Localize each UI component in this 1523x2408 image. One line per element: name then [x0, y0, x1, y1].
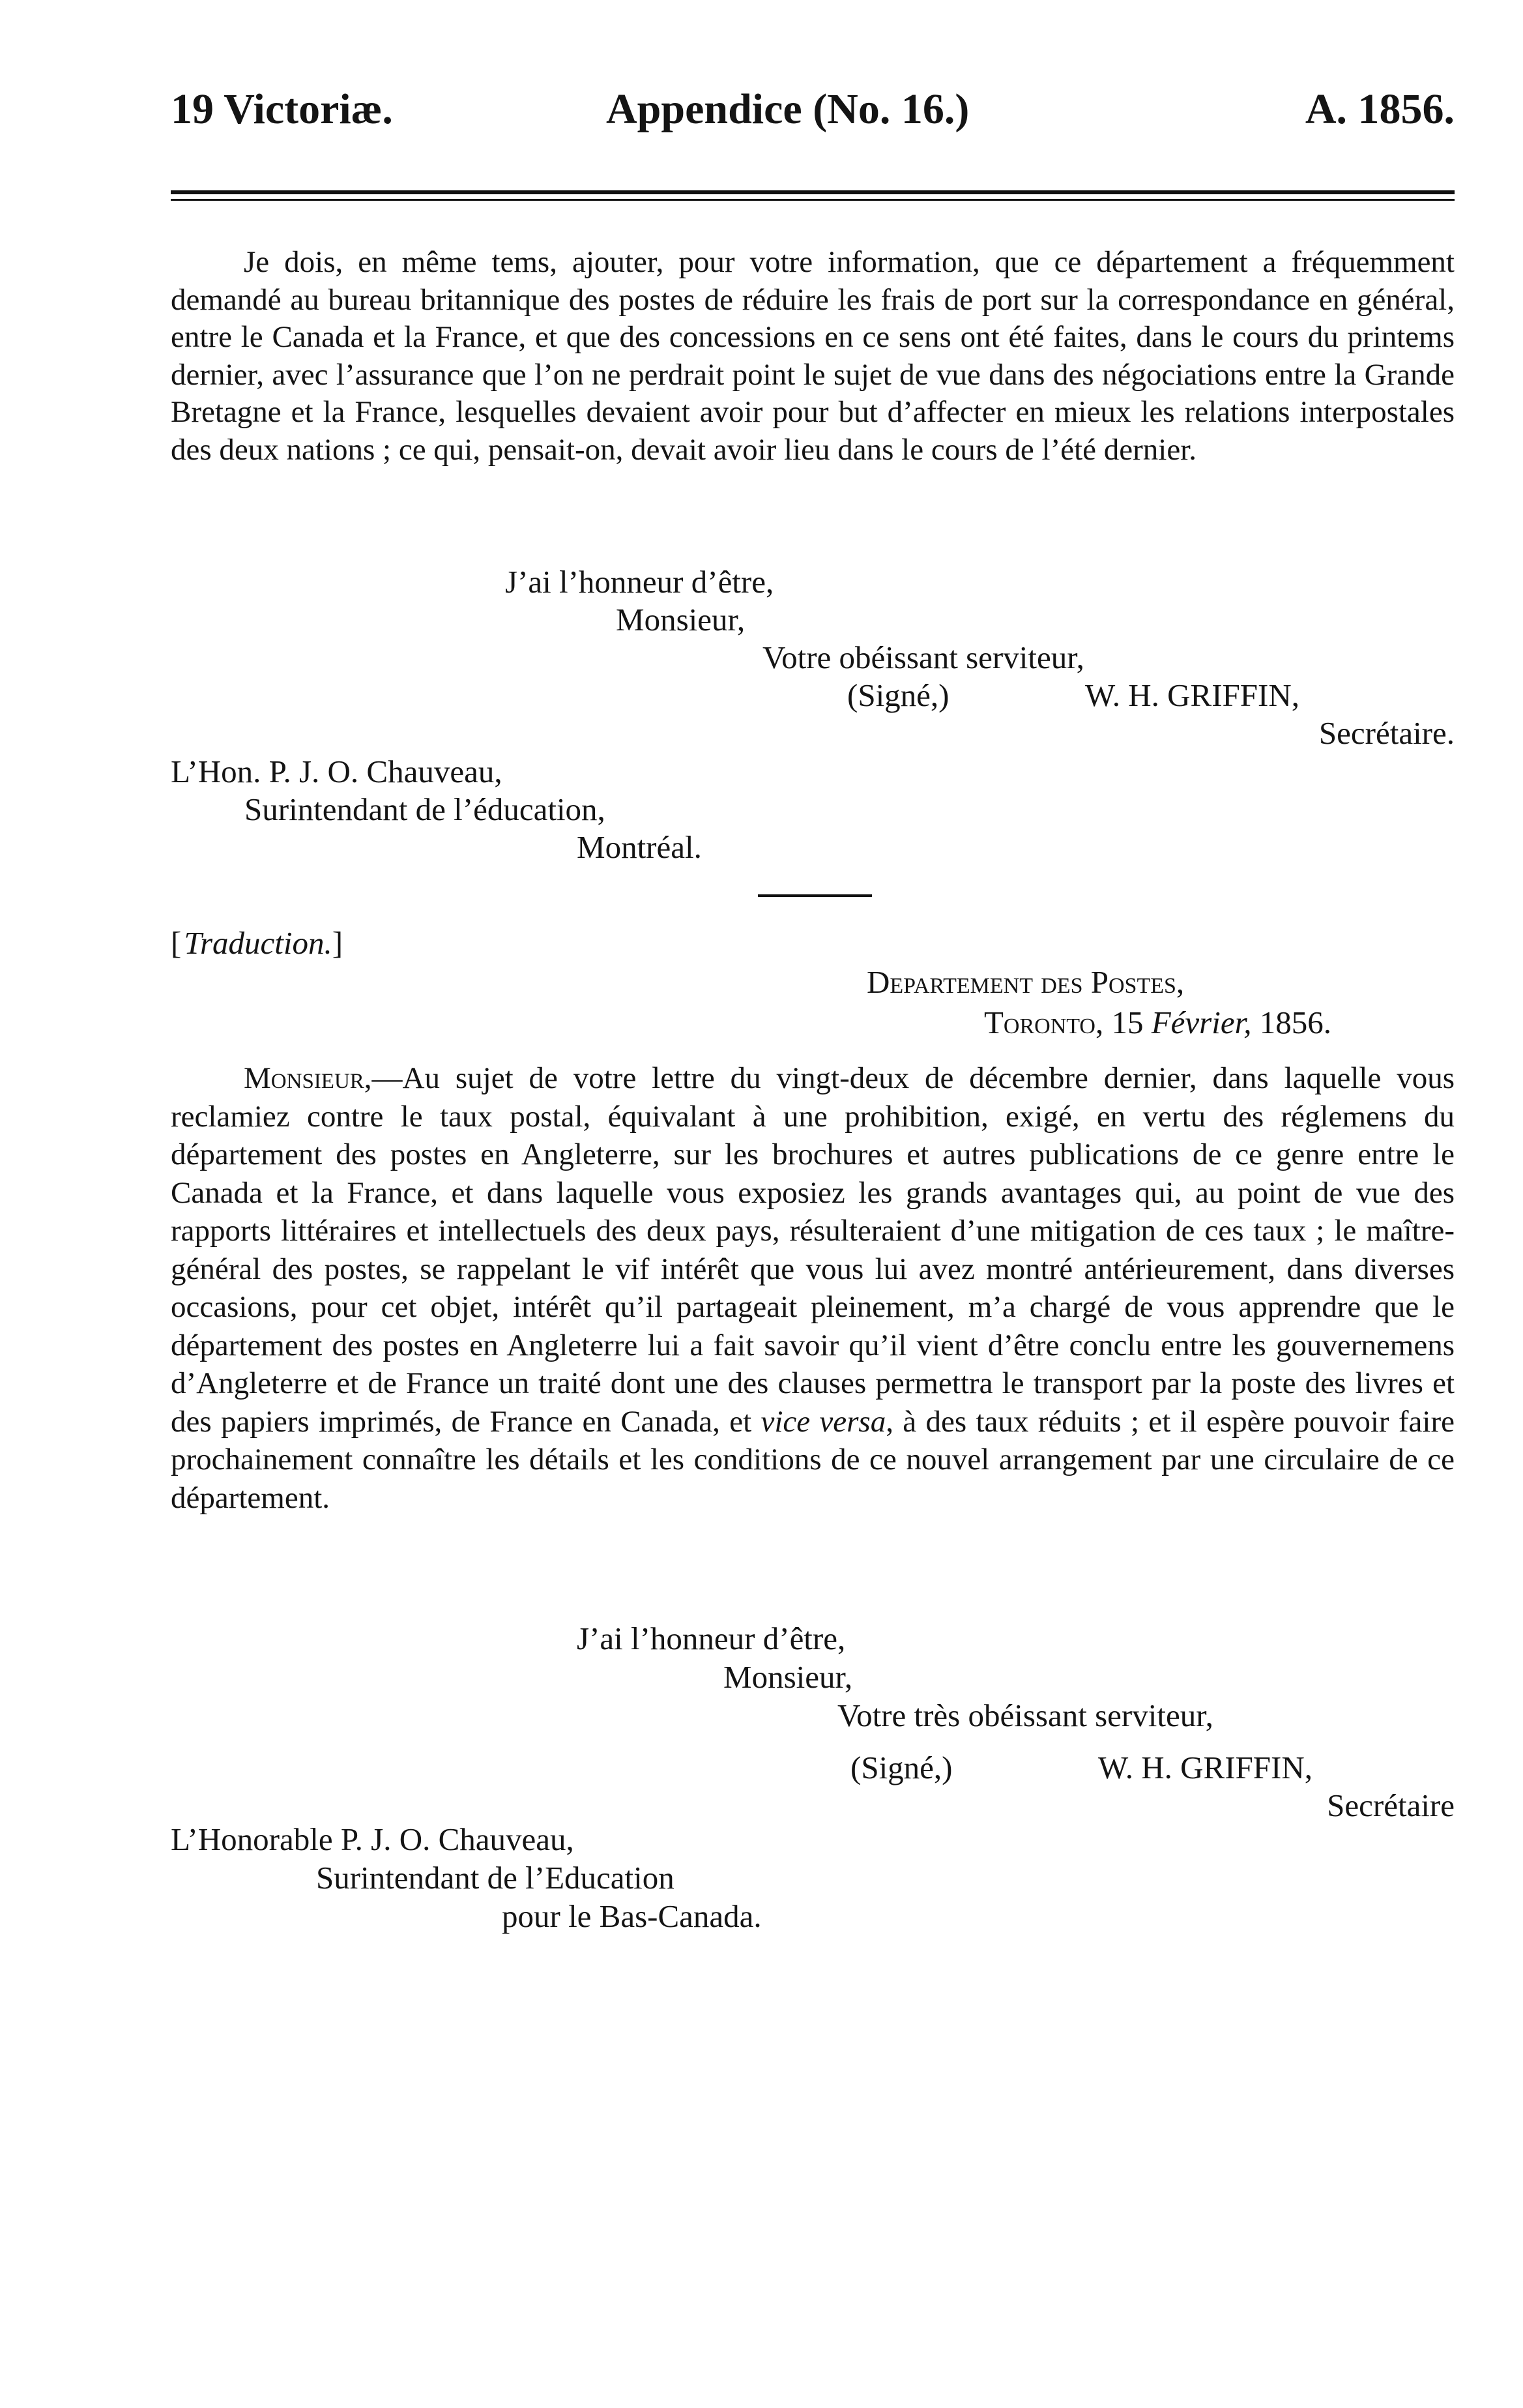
section-divider [758, 894, 872, 897]
letter2-body-italic: vice versa [761, 1404, 886, 1439]
letter1-signer: W. H. GRIFFIN, [1085, 677, 1299, 713]
letter2-body-part2: , à des taux réduits ; et il espère pouvoir faire prochainement connaître les détails et les conditions de ce nouvel arrangement par une circulaire de ce département. [171, 1404, 1455, 1515]
letter2-address-name: L’Honorable P. J. O. Chauveau, [171, 1821, 574, 1857]
letter1-address-name: L’Hon. P. J. O. Chauveau, [171, 754, 502, 789]
letter2-address-region: pour le Bas-Canada. [502, 1898, 762, 1934]
letter1-title: Secrétaire. [1318, 715, 1455, 751]
letter1-address-city: Montréal. [577, 829, 702, 865]
letter1-closing-servant: Votre obéissant serviteur, [762, 639, 1084, 675]
letter2-address-office: Surintendant de l’Education [316, 1860, 674, 1896]
letter2-closing-honour: J’ai l’honneur d’être, [577, 1621, 846, 1656]
letter2-year: 1856. [1259, 1005, 1331, 1040]
letter1-body: Je dois, en même tems, ajouter, pour votre information, que ce département a fréquemment demandé au bureau britannique des postes de réduire les frais de port sur la correspondance en général, entre le Canada et la France, et que des concessions en ce sens ont été faites, dans le cours du printems dernier, avec l’assurance que l’on ne perdrait point le sujet de vue dans des négociations entre la Grande Bretagne et la France, lesquelles devaient avoir pour but d’affecter en mieux les relations interpostales des deux nations ; ce qui, pensait-on, devait avoir lieu dans le cours de l’été dernier. [171, 245, 1455, 467]
translation-note: [ Traduction.] [171, 925, 343, 961]
header-appendix: Appendice (No. 16.) [606, 85, 970, 133]
letter2-closing-servant: Votre très obéissant serviteur, [837, 1697, 1213, 1733]
letter2-month: Février, [1151, 1005, 1252, 1040]
running-header [0, 85, 1523, 150]
letter2-title: Secrétaire [1327, 1787, 1455, 1823]
letter2-body-part1: —Au sujet de votre lettre du vingt-deux de décembre dernier, dans laquelle vous reclamiez contre le taux postal, équivalant à une prohibition, exigé, en vertu des réglemens du département des postes en Angleterre, sur les brochures et autres publications de ce genre entre le Canada et la France, et dans laquelle vous exposiez les grands avantages qui, au point de vue des rapports littéraires et intellectuels des deux pays, résulteraient d’une mitigation de ces taux ; le maître-général des postes, se rappelant le vif intérêt que vous lui avez montré antérieurement, dans diverses occasions, pour cet objet, intérêt qu’il partageait pleinement, m’a chargé de vous apprendre que le département des postes en Angleterre lui a fait savoir qu’il vient d’être conclu entre les gouvernemens d’Angleterre et de France un traité dont une des clauses permettra le transport par la poste des livres et des papiers imprimés, de France en Canada, et [171, 1061, 1455, 1439]
letter2-department: Departement des Postes, [867, 964, 1185, 1000]
letter2-dateline [984, 1004, 1331, 1041]
letter1-signed: (Signé,) [847, 677, 950, 713]
letter1-closing-monsieur: Monsieur, [616, 602, 746, 638]
letter2-day: 15 [1111, 1005, 1144, 1040]
letter2-signed: (Signé,) [850, 1750, 953, 1785]
letter2-place: Toronto, [984, 1005, 1104, 1040]
header-year: A. 1856. [1305, 85, 1455, 133]
letter1-address-office: Surintendant de l’éducation, [244, 791, 605, 827]
letter1-closing-honour: J’ai l’honneur d’être, [505, 564, 774, 600]
letter2-body [171, 1059, 1455, 1517]
header-rule-thick [171, 190, 1455, 194]
header-session: 19 Victoriæ. [171, 85, 393, 133]
letter2-salutation: Monsieur, [244, 1061, 372, 1095]
translation-label: Traduction. [184, 925, 332, 961]
header-rule-thin [171, 199, 1455, 201]
letter2-signer: W. H. GRIFFIN, [1098, 1750, 1313, 1785]
letter2-closing-monsieur: Monsieur, [723, 1659, 853, 1695]
